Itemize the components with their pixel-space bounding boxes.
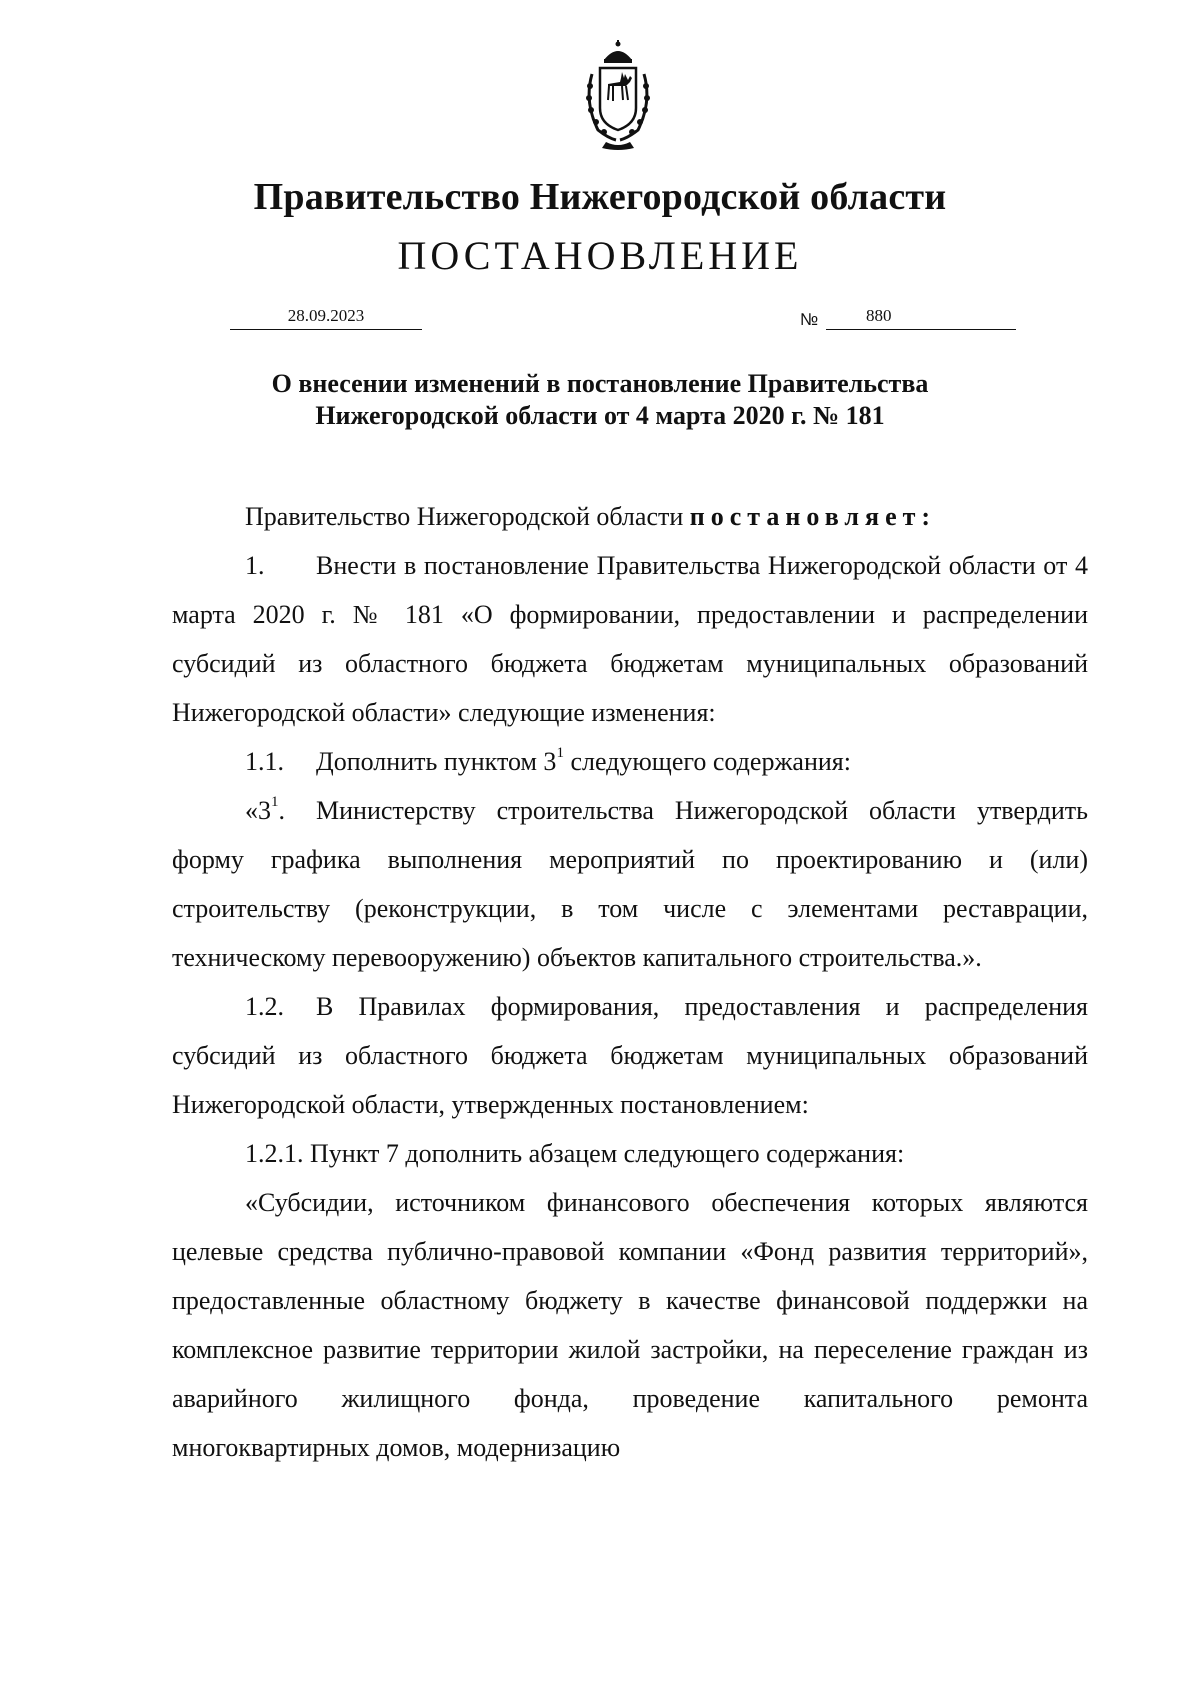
number-sign: № — [800, 310, 819, 329]
preamble-text: Правительство Нижегородской области — [245, 502, 690, 531]
paragraph-1-2-1: 1.2.1. Пункт 7 дополнить абзацем следующего содержания: — [245, 1139, 905, 1168]
subject-line-2: Нижегородской области от 4 марта 2020 г. № 181 — [315, 401, 885, 430]
document-number: 880 — [866, 306, 892, 325]
paragraph-subsidies: «Субсидии, источником финансового обеспечения которых являются целевые средства публично-правовой компании «Фонд развития территорий», предоставленные областному бюджету в качестве финансовой поддержки на комплексное развитие территории жилой застройки, на переселение граждан из аварийного жилищного фонда, проведение капитального ремонта многоквартирных домов, модернизацию — [172, 1188, 1088, 1462]
paragraph-1 — [172, 541, 1088, 737]
paragraph-3-1-quote — [172, 786, 1088, 982]
item-number: 1.1. — [245, 747, 284, 776]
paragraph-1-2 — [172, 982, 1088, 1129]
document-subject — [200, 368, 1000, 432]
organization-title: Правительство Нижегородской области — [253, 176, 947, 218]
paragraph-text: Внести в постановление Правительства Нижегородской области от 4 марта 2020 г. № 181 «О формировании, предоставлении и распределении субсидий из областного бюджета бюджетам муниципальных образований Нижегородской области» следующие изменения: — [172, 551, 1088, 727]
preamble-decree-word: постановляет: — [689, 502, 937, 531]
document-type: ПОСТАНОВЛЕНИЕ — [397, 233, 803, 278]
item-number: 1. — [245, 551, 265, 580]
nizhny-novgorod-coat-of-arms-emblem — [578, 38, 658, 150]
paragraph-text: Министерству строительства Нижегородской области утвердить форму графика выполнения мероприятий по проектированию и (или) строительству (реконструкции, в том числе с элементами реставрации, техническому перевооружению) объектов капитального строительства.». — [172, 796, 1088, 972]
paragraph-text: В Правилах формирования, предоставления и распределения субсидий из областного бюджета бюджетам муниципальных образований Нижегородской области, утвержденных постановлением: — [172, 992, 1088, 1119]
item-number: 1.2. — [245, 992, 284, 1021]
item-number — [245, 786, 316, 835]
item-number-text: «3 — [245, 796, 271, 825]
document-number-field — [826, 303, 1016, 330]
paragraph-1-1 — [172, 737, 1088, 786]
superscript: 1 — [271, 794, 279, 811]
document-body — [172, 492, 1088, 1472]
superscript: 1 — [556, 745, 564, 762]
document-date: 28.09.2023 — [230, 303, 422, 330]
paragraph-text-cont: следующего содержания: — [563, 747, 851, 776]
item-number-dot: . — [278, 796, 285, 825]
subject-line-1: О внесении изменений в постановление Правительства — [271, 369, 929, 398]
paragraph-text: Дополнить пунктом 3 — [316, 747, 557, 776]
paragraph-preamble — [172, 492, 1088, 541]
